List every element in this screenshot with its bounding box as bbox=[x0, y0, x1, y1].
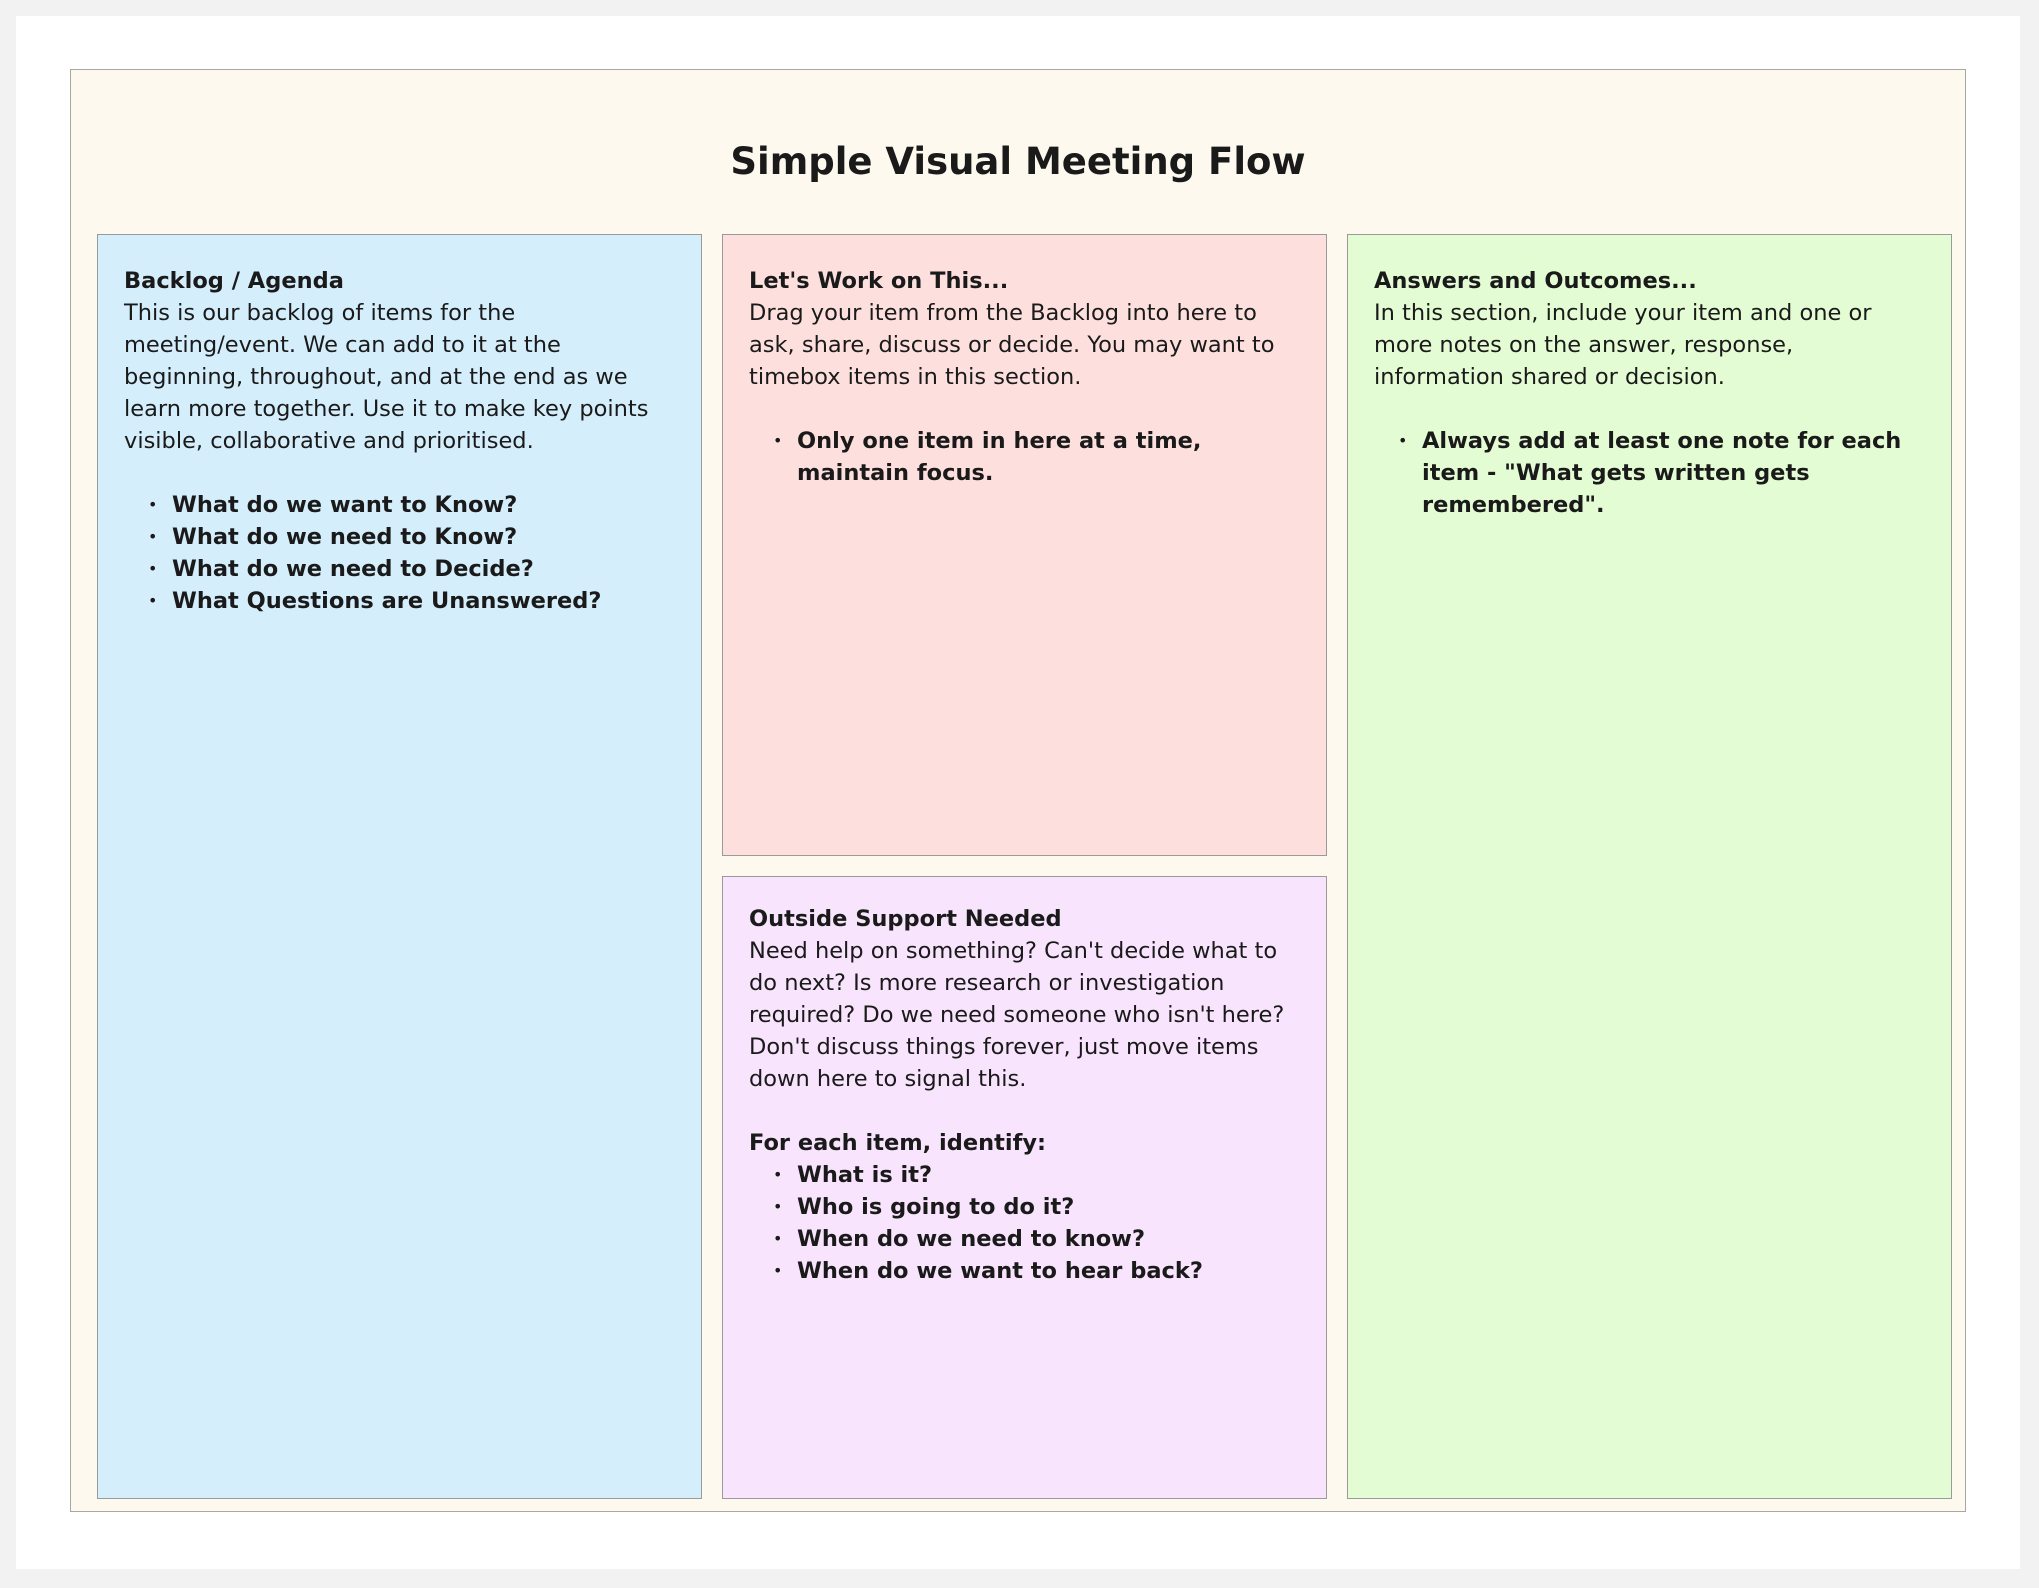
support-bullet-item: • What is it? bbox=[797, 1159, 1302, 1191]
work-bullet-item: • Only one item in here at a time, maintain focus. bbox=[797, 425, 1302, 489]
outside-support-panel[interactable] bbox=[722, 876, 1327, 1499]
backlog-bullet-item: • What do we want to Know? bbox=[172, 489, 677, 521]
answers-bullet-item: • Always add at least one note for each item - "What gets written gets remembered". bbox=[1422, 425, 1927, 521]
work-on-this-panel[interactable] bbox=[722, 234, 1327, 856]
backlog-heading: Backlog / Agenda bbox=[124, 268, 344, 294]
work-heading: Let's Work on This... bbox=[749, 268, 1009, 294]
support-bullet-item: • When do we want to hear back? bbox=[797, 1255, 1302, 1287]
answers-outcomes-panel[interactable] bbox=[1347, 234, 1952, 1499]
answers-heading: Answers and Outcomes... bbox=[1374, 268, 1697, 294]
support-bullet-item: • When do we need to know? bbox=[797, 1223, 1302, 1255]
backlog-bullet-item: • What Questions are Unanswered? bbox=[172, 585, 677, 617]
support-description: Need help on something? Can't decide what to do next? Is more research or investigation required? Do we need someone who isn't here? Don't discuss things forever, just move items down here to signal this. bbox=[749, 938, 1285, 1092]
whiteboard-canvas[interactable] bbox=[16, 16, 2020, 1569]
support-bullet-item: • Who is going to do it? bbox=[797, 1191, 1302, 1223]
backlog-bullet-item: • What do we need to Decide? bbox=[172, 553, 677, 585]
work-bullet-list bbox=[749, 425, 1302, 489]
meeting-flow-board[interactable] bbox=[70, 69, 1966, 1512]
support-subheading: For each item, identify: bbox=[749, 1130, 1047, 1156]
support-heading: Outside Support Needed bbox=[749, 906, 1062, 932]
work-description: Drag your item from the Backlog into here to ask, share, discuss or decide. You may want to timebox items in this section. bbox=[749, 300, 1275, 390]
board-title: Simple Visual Meeting Flow bbox=[730, 140, 1306, 183]
answers-description: In this section, include your item and one or more notes on the answer, response, information shared or decision. bbox=[1374, 300, 1872, 390]
backlog-panel[interactable] bbox=[97, 234, 702, 1499]
answers-bullet-list bbox=[1374, 425, 1927, 521]
backlog-bullet-list bbox=[124, 489, 677, 617]
support-bullet-list bbox=[749, 1159, 1302, 1287]
backlog-description: This is our backlog of items for the meeting/event. We can add to it at the beginning, throughout, and at the end as we learn more together. Use it to make key points visible, collaborative and prioritised. bbox=[124, 300, 649, 454]
backlog-bullet-item: • What do we need to Know? bbox=[172, 521, 677, 553]
